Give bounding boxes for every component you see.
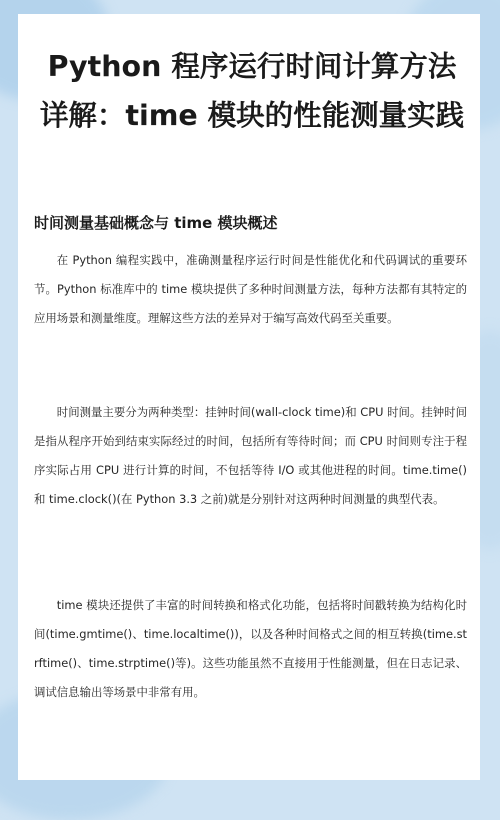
paragraph-time-types: 时间测量主要分为两种类型：挂钟时间(wall-clock time)和 CPU 时间。挂钟时间是指从程序开始到结束实际经过的时间，包括所有等待时间；而 CPU 时间则专注于程序实际占用 CPU 进行计算的时间，不包括等待 I/O 或其他进程的时间。time.time()和 time.clock()(在 Python 3.3 之前)就是分别针对这两种时间测量的典型代表。 [34,405,467,506]
paragraph-time-conversion: time 模块还提供了丰富的时间转换和格式化功能，包括将时间戳转换为结构化时间(time.gmtime()、time.localtime())，以及各种时间格式之间的相互转换(time.strftime()、time.strptime()等)。这些功能虽然不直接用于性能测量，但在日志记录、调试信息输出等场景中非常有用。 [34,598,467,699]
paragraph-intro: 在 Python 编程实践中，准确测量程序运行时间是性能优化和代码调试的重要环节。Python 标准库中的 time 模块提供了多种时间测量方法，每种方法都有其特定的应用场景和测量维度。理解这些方法的差异对于编写高效代码至关重要。 [34,253,467,325]
article-title: Python 程序运行时间计算方法详解：time 模块的性能测量实践 [39,50,465,132]
section-heading: 时间测量基础概念与 time 模块概述 [34,214,278,232]
